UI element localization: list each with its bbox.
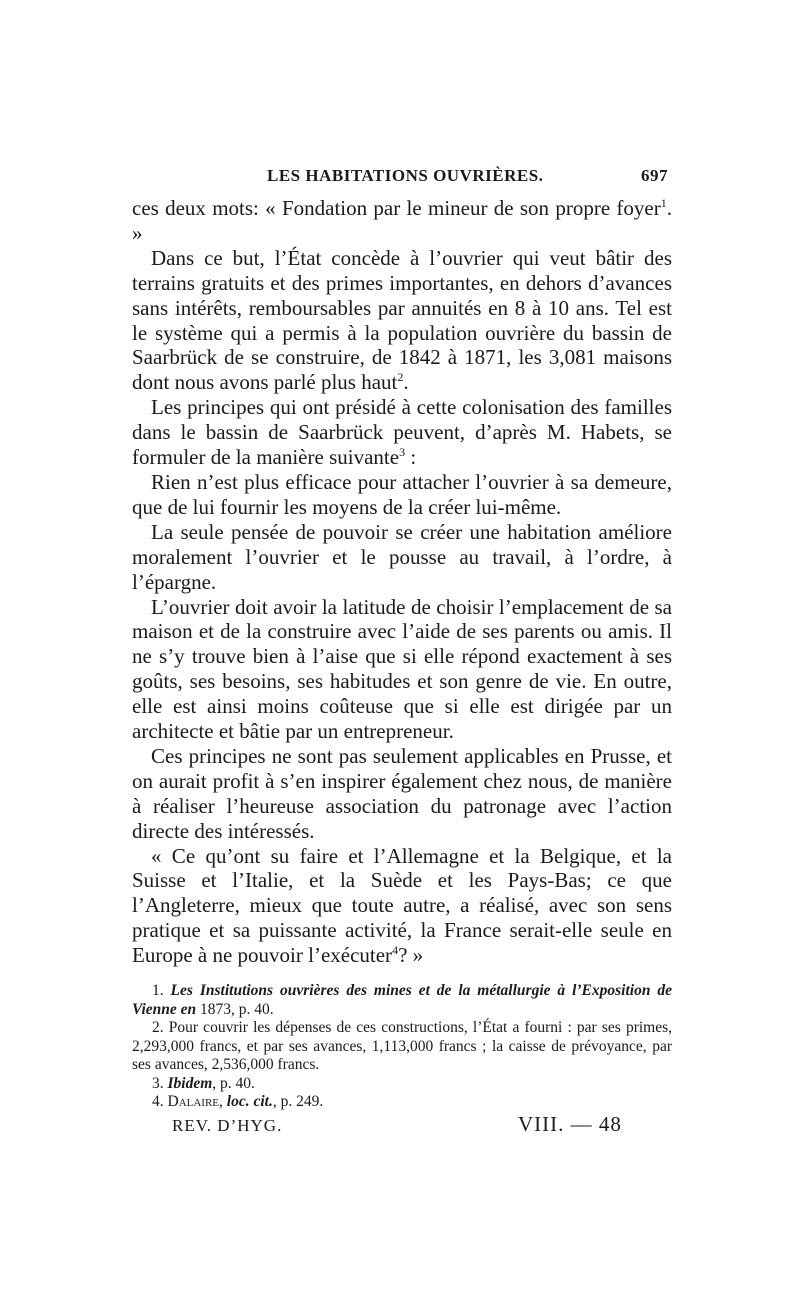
- journal-signature: REV. D’HYG.: [172, 1115, 283, 1135]
- running-head: [132, 160, 672, 188]
- paragraph-7: Ces principes ne sont pas seulement applicables en Prusse, et on aurait profit à s’en inspirer également chez nous, de manière à réaliser l’heureuse association du patronage avec l’action directe des intéressés.: [132, 743, 672, 843]
- paragraph-6: L’ouvrier doit avoir la latitude de choisir l’emplacement de sa maison et de la construire avec l’aide de ses parents ou amis. Il ne s’y trouve bien à l’aise que si elle répond exactement à ses goûts, ses besoins, ses habitudes et son genre de vie. En outre, elle est ainsi moins coûteuse que si elle est dirigée par un architecte et bâtie par un entrepreneur.: [132, 594, 672, 744]
- paragraph-3: Les principes qui ont présidé à cette colonisation des familles dans le bassin de Saarbrück peuvent, d’après M. Habets, se formuler de la manière suivante$^3$ :: [132, 395, 672, 470]
- footnote-2: 2. Pour couvrir les dépenses de ces constructions, l’État a fourni : par ses primes, 2,293,000 francs, et par ses avances, 1,113,000 francs ; la caisse de prévoyance, par ses avances, 2,536,000 francs.: [132, 1019, 673, 1074]
- volume-signature: VIII. — 48: [518, 1111, 622, 1136]
- footnote-ref-1: 1: [660, 196, 667, 210]
- body-text: [132, 196, 672, 968]
- paragraph-8: « Ce qu’ont su faire et l’Allemagne et la Belgique, et la Suisse et l’Italie, et la Suède et les Pays-Bas; ce que l’Angleterre, mieux que toute autre, a réalisé, avec son sens pratique et sa puissante activité, la France serait-elle seule en Europe à ne pouvoir l’exécuter$^4$? »: [132, 843, 672, 968]
- footnotes: [132, 982, 672, 1112]
- running-title: LES HABITATIONS OUVRIÈRES.: [267, 166, 544, 185]
- footnote-4: 4. Dalaire, loc. cit., p. 249.: [152, 1093, 324, 1111]
- signature-line: [132, 1111, 672, 1140]
- footnote-1: 1. Les Institutions ouvrières des mines et de la métallurgie à l’Exposition de Vienne en 1873, p. 40.: [132, 982, 672, 1018]
- paragraph-5: La seule pensée de pouvoir se créer une habitation améliore moralement l’ouvrier et le pousse au travail, à l’ordre, à l’épargne.: [132, 519, 672, 594]
- paragraph-4: Rien n’est plus efficace pour attacher l’ouvrier à sa demeure, que de lui fournir les moyens de la créer lui-même.: [132, 469, 672, 519]
- footnote-ref-3: 3: [399, 445, 406, 460]
- paragraph-2: Dans ce but, l’État concède à l’ouvrier qui veut bâtir des terrains gratuits et des primes importantes, en dehors d’avances sans intérêts, remboursables par annuités en 8 à 10 ans. Tel est le système qui a permis à la population ouvrière du bassin de Saarbrück de se construire, de 1842 à 1871, les 3,081 maisons dont nous avons parlé plus haut$^2$.: [132, 245, 672, 395]
- paragraph-1: ces deux mots: « Fondation par le mineur de son propre foyer$^1$. »: [132, 196, 672, 245]
- page-number: 697: [641, 166, 668, 185]
- page-content: [132, 160, 672, 1140]
- footnote-ref-2: 2: [397, 370, 404, 385]
- footnote-3: 3. Ibidem, p. 40.: [152, 1074, 255, 1092]
- footnote-ref-4: 4: [392, 943, 399, 958]
